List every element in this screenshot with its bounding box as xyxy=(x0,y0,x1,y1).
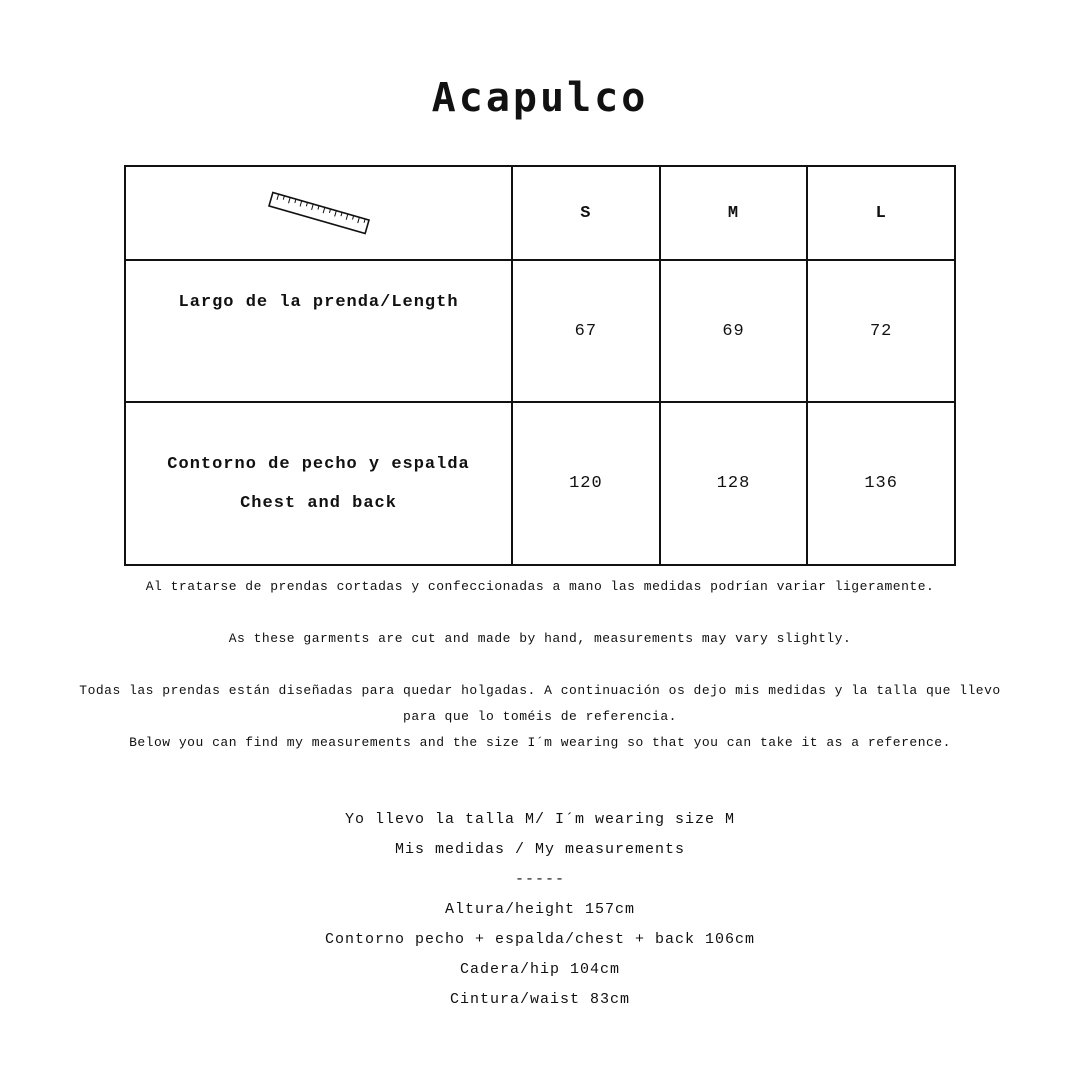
note-fit-es-1: Todas las prendas están diseñadas para quedar holgadas. A continuación os dejo mis medidas y la talla que llevo xyxy=(79,683,1001,698)
note-fit-en: Below you can find my measurements and the size I´m wearing so that you can take it as a reference. xyxy=(129,735,951,750)
measurement-chest: Contorno pecho + espalda/chest + back 106cm xyxy=(324,931,756,948)
row-label-chest xyxy=(125,402,512,565)
table-row-chest xyxy=(125,402,955,565)
table-header-row xyxy=(125,166,955,260)
notes-section xyxy=(60,574,1020,756)
row-label-chest-en: Chest and back xyxy=(240,493,397,513)
size-chart-table xyxy=(124,165,956,566)
chest-value-m: 128 xyxy=(660,402,808,565)
ruler-cell xyxy=(125,166,512,260)
ruler-icon xyxy=(264,187,374,239)
note-handmade-en: As these garments are cut and made by hand, measurements may vary slightly. xyxy=(228,631,852,646)
measurement-waist: Cintura/waist 83cm xyxy=(449,991,631,1008)
length-value-m: 69 xyxy=(660,260,808,402)
page-title: Acapulco xyxy=(431,75,649,121)
row-label-chest-es: Contorno de pecho y espalda xyxy=(167,454,470,474)
note-fit-es-2: para que lo toméis de referencia. xyxy=(403,709,677,724)
note-handmade-es: Al tratarse de prendas cortadas y confeccionadas a mano las medidas podrían variar ligeramente. xyxy=(145,579,935,594)
chest-value-l: 136 xyxy=(807,402,955,565)
size-header-s: S xyxy=(512,166,660,260)
measurements-divider: ----- xyxy=(514,871,565,888)
size-header-m: M xyxy=(660,166,808,260)
measurements-heading: Mis medidas / My measurements xyxy=(394,841,686,858)
size-worn-line: Yo llevo la talla M/ I´m wearing size M xyxy=(344,811,736,828)
row-label-length xyxy=(125,260,512,402)
measurement-hip: Cadera/hip 104cm xyxy=(459,961,621,978)
length-value-s: 67 xyxy=(512,260,660,402)
table-row-length xyxy=(125,260,955,402)
row-label-length-text: Largo de la prenda/Length xyxy=(178,293,459,312)
length-value-l: 72 xyxy=(807,260,955,402)
chest-value-s: 120 xyxy=(512,402,660,565)
size-header-l: L xyxy=(807,166,955,260)
measurement-height: Altura/height 157cm xyxy=(444,901,636,918)
my-measurements-section xyxy=(0,805,1080,1015)
